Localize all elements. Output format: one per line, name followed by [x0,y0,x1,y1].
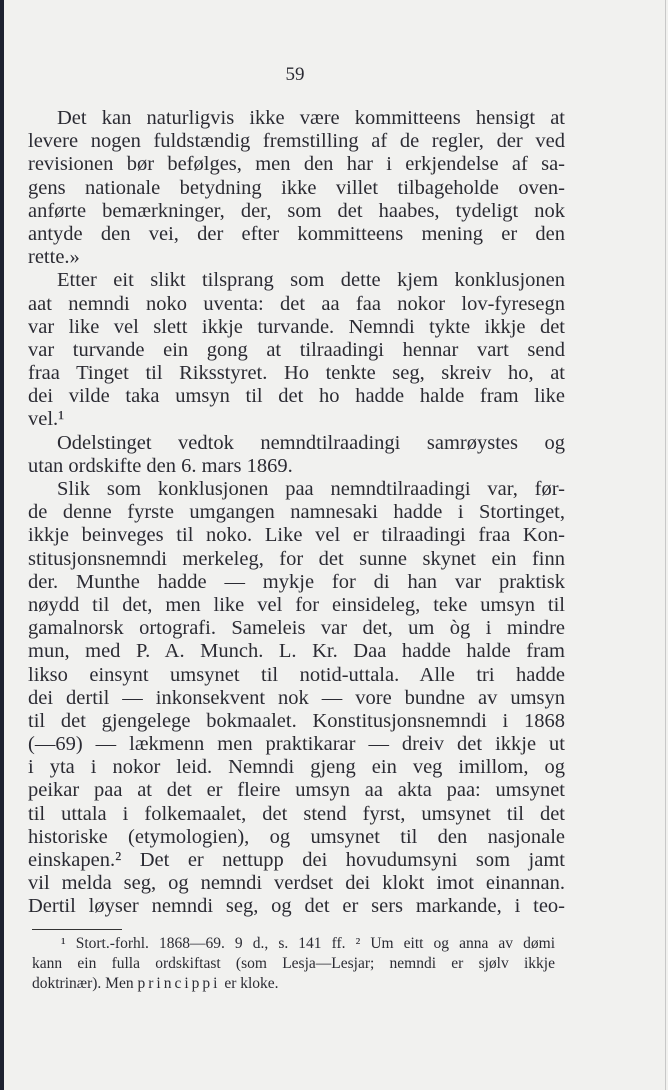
text-line: mun, med P. A. Munch. L. Kr. Daa hadde halde fram [28,640,565,663]
footnote-line [32,974,555,994]
text-line: stitusjonsnemndi merkeleg, for det sunne skynet ein finn [28,547,565,570]
text-line: Etter eit slikt tilsprang som dette kjem konklusjonen [57,269,565,292]
text-line: der. Munthe hadde — mykje for di han var praktisk [28,570,565,593]
text-line: dei dertil — inkonsekvent nok — vore bundne av umsyn [28,686,565,709]
text-line: peikar paa at det er fleire umsyn aa akta paa: umsynet [28,779,565,802]
text-line: utan ordskifte den 6. mars 1869. [28,454,293,477]
footnote-text: er kloke. [224,975,279,992]
page-number: 59 [285,64,305,85]
text-line: antyde den vei, der efter kommitteens mening er den [28,222,565,245]
text-line: (—69) — lækmenn men praktikarar — dreiv det ikkje ut [28,733,565,756]
text-line: Odelstinget vedtok nemndtilraadingi samrøystes og [57,431,565,454]
text-line: rette.» [28,246,80,269]
text-line: til det gjengelege bokmaalet. Konstitusjonsnemndi i 1868 [28,709,565,732]
text-line: Det kan naturligvis ikke være kommitteens hensigt at [57,107,565,129]
text-line: var like vel slett ikkje turvande. Nemndi tykte ikkje det [28,315,565,338]
text-line: de denne fyrste umgangen namnesaki hadde i Stortinget, [28,501,565,524]
text-line: levere nogen fuldstændig fremstilling af de regler, der ved [28,130,565,153]
text-line: Dertil løyser nemndi seg, og det er sers markande, i teo- [28,895,565,918]
text-line: vel.¹ [28,408,65,431]
body-text [28,107,565,919]
text-line: til uttala i folkemaalet, det stend fyrst, umsynet til det [28,802,565,825]
text-line: anførte bemærkninger, der, som det haabes, tydeligt nok [28,199,565,222]
footnote-line: ¹ Stort.-forhl. 1868—69. 9 d., s. 141 ff. ² Um eitt og anna av dømi [61,935,555,952]
text-line: dei vilde taka umsyn til det ho hadde halde fram like [28,385,565,408]
text-line: gens nationale betydning ikke villet tilbageholde oven- [28,176,565,199]
footnote-text: doktrinær). Men [32,975,134,992]
text-line: ikkje beinveges til noko. Like vel er tilraadingi fraa Kon- [28,524,565,547]
text-line: fraa Tinget til Riksstyret. Ho tenkte seg, skreiv ho, at [28,362,565,385]
footnote-rule [32,929,122,930]
text-line: Slik som konklusjonen paa nemndtilraadingi var, før- [57,478,565,500]
text-line: revisionen bør befølges, men den har i erkjendelse af sa- [28,153,565,176]
footnote-line: kann ein fulla ordskiftast (som Lesja—Lesjar; nemndi er sjølv ikkje [32,955,555,972]
text-line: historiske (etymologien), og umsynet til den nasjonale [28,825,565,848]
text-line: var turvande ein gong at tilraadingi hennar vart send [28,338,565,361]
text-line: einskapen.² Det er nettupp dei hovudumsyni som jamt [28,849,565,871]
scan-edge-right [665,0,666,1090]
text-line: gamalnorsk ortografi. Sameleis var det, um òg i mindre [28,617,565,640]
text-line: i yta i nokor leid. Nemndi gjeng ein veg imillom, og [28,756,565,779]
text-line: nøydd til det, men like vel for einsideleg, teke umsyn til [28,593,565,616]
text-line: vil melda seg, og nemndi verdset dei klokt imot einannan. [28,872,565,895]
footnotes [32,934,555,994]
text-line: aat nemndi noko uventa: det aa faa nokor lov-fyresegn [28,292,565,315]
spaced-emphasis: princippi [137,975,221,992]
text-line: likso einsynt umsynet til notid-uttala. Alle tri hadde [28,663,565,686]
scan-edge-left [0,0,4,1090]
